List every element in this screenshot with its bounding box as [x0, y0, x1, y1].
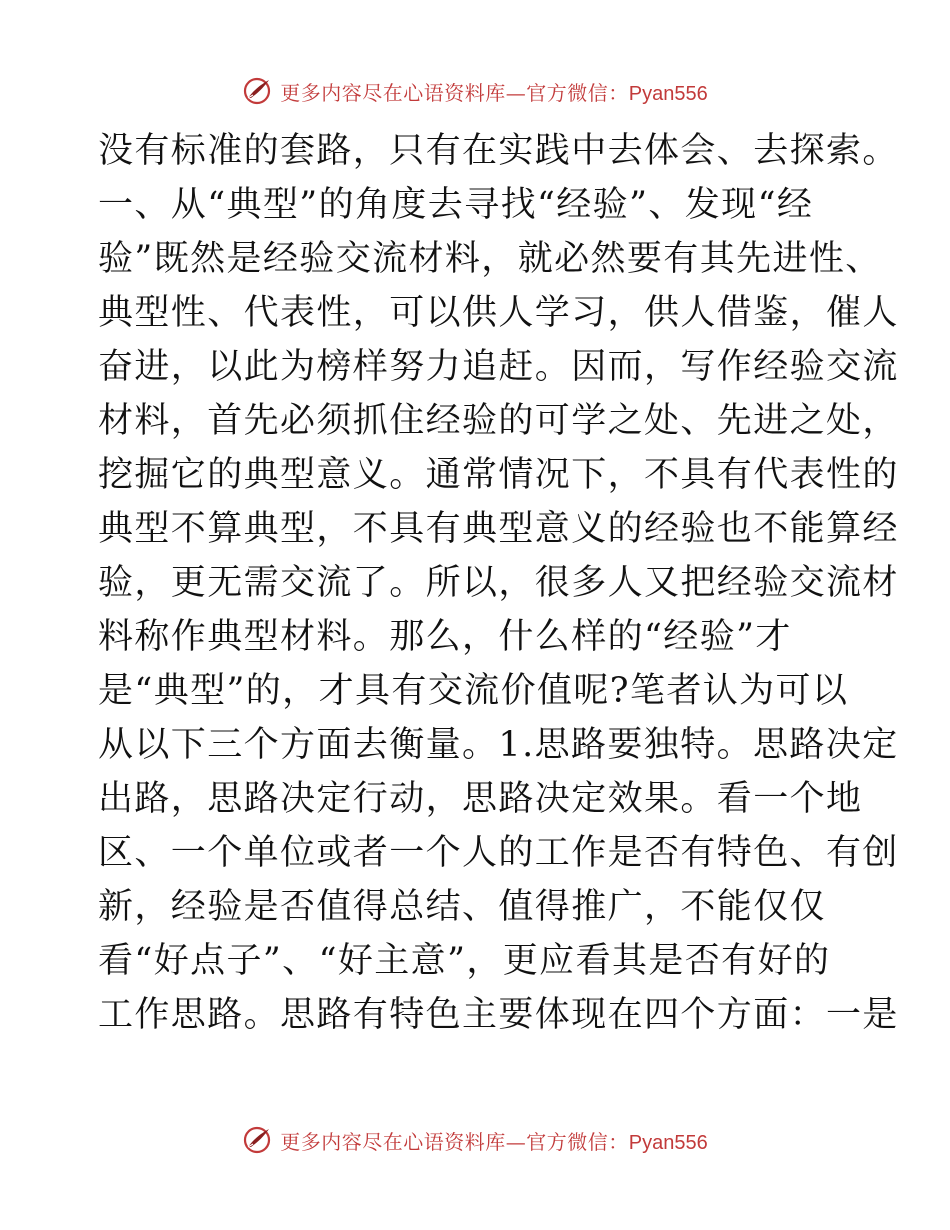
text-line: 一、从“典型”的角度去寻找“经验”、发现“经 [98, 185, 814, 225]
text-line: 没有标准的套路，只有在实践中去体会、去探索。 [98, 131, 899, 171]
text-line: 典型不算典型，不具有典型意义的经验也不能算经 [98, 509, 899, 549]
watermark-wechat-id: Pyan556 [628, 1131, 708, 1154]
text-line: 区、一个单位或者一个人的工作是否有特色、有创 [98, 833, 899, 873]
text-line: 材料，首先必须抓住经验的可学之处、先进之处， [98, 401, 899, 441]
text-line: 从以下三个方面去衡量。1.思路要独特。思路决定 [98, 725, 899, 765]
text-line: 是“典型”的，才具有交流价值呢?笔者认为可以 [98, 671, 849, 711]
watermark-text [280, 77, 707, 106]
document-body [98, 124, 899, 1042]
text-line: 出路，思路决定行动，思路决定效果。看一个地 [98, 779, 863, 819]
text-line: 验，更无需交流了。所以，很多人又把经验交流材 [98, 563, 899, 603]
text-line: 典型性、代表性，可以供人学习，供人借鉴，催人 [98, 293, 899, 333]
text-line: 新，经验是否值得总结、值得推广，不能仅仅 [98, 887, 827, 927]
quill-logo-icon [242, 1125, 272, 1155]
header-watermark [0, 71, 950, 111]
text-line: 看“好点子”、“好主意”，更应看其是否有好的 [98, 941, 831, 981]
watermark-wechat-id: Pyan556 [628, 82, 708, 105]
text-line: 工作思路。思路有特色主要体现在四个方面：一是 [98, 995, 899, 1035]
watermark-label: 更多内容尽在心语资料库—官方微信： [280, 80, 629, 105]
watermark-text [280, 1126, 707, 1155]
text-line: 挖掘它的典型意义。通常情况下，不具有代表性的 [98, 455, 899, 495]
footer-watermark [0, 1120, 950, 1160]
text-line: 奋进，以此为榜样努力追赶。因而，写作经验交流 [98, 347, 899, 387]
text-line: 料称作典型材料。那么，什么样的“经验”才 [98, 617, 792, 657]
watermark-label: 更多内容尽在心语资料库—官方微信： [280, 1129, 629, 1154]
text-line: 验”既然是经验交流材料，就必然要有其先进性、 [98, 239, 882, 279]
quill-logo-icon [242, 76, 272, 106]
